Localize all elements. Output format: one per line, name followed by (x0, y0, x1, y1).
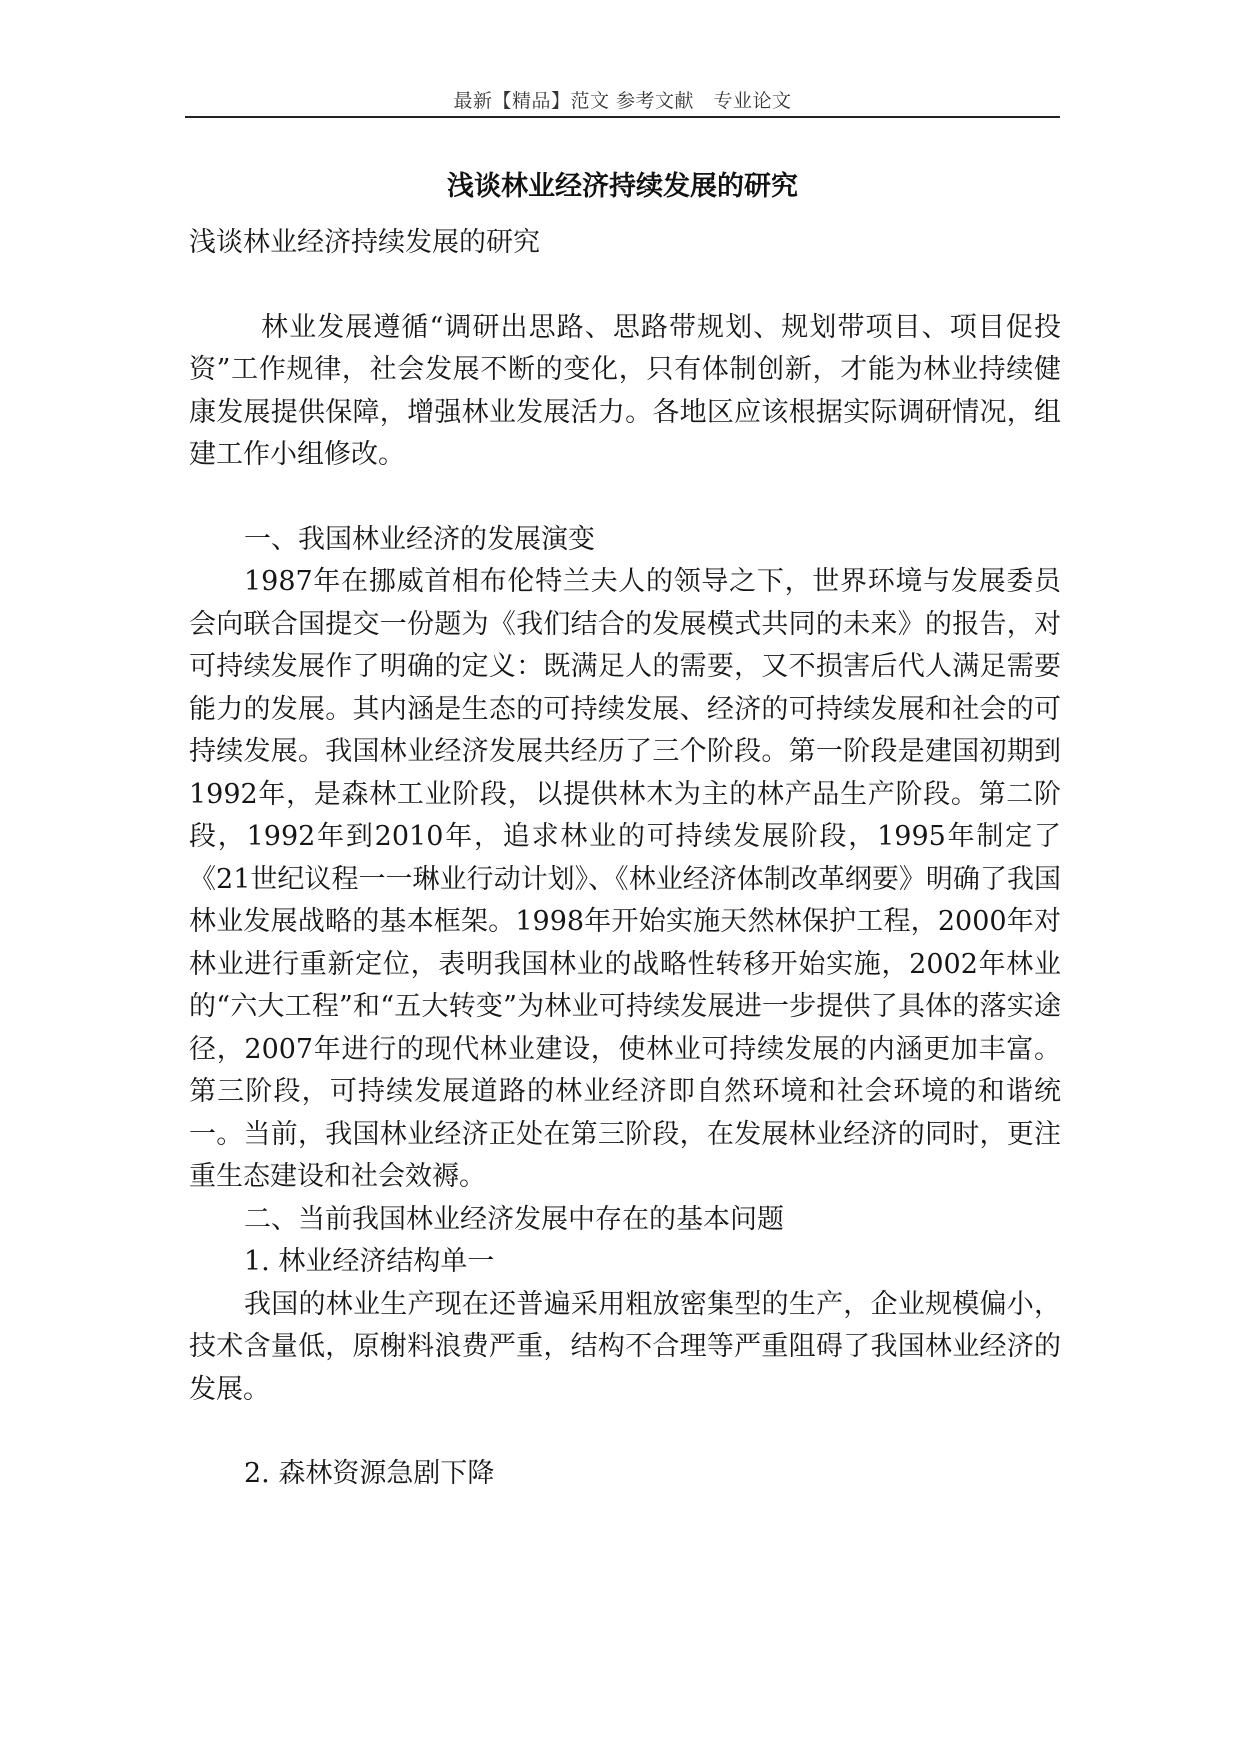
body-paragraph-development: 1987年在挪威首相布伦特兰夫人的领导之下，世界环境与发展委员会向联合国提交一份题为《我们结合的发展模式共同的未来》的报告，对可持续发展作了明确的定义：既满足人的需要，又不损害后代人满足需要能力的发展。其内涵是生态的可持续发展、经济的可持续发展和社会的可持续发展。我国林业经济发展共经历了三个阶段。第一阶段是建国初期到1992年，是森林工业阶段，以提供林木为主的林产品生产阶段。第二阶段，1992年到2010年，追求林业的可持续发展阶段，1995年制定了《21世纪议程一一琳业行动计划》、《林业经济体制改革纲要》明确了我国林业发展战略的基本框架。1998年开始实施天然林保护工程，2000年对林业进行重新定位，表明我国林业的战略性转移开始实施，2002年林业的“六大工程”和“五大转变”为林业可持续发展进一步提供了具体的落实途径，2007年进行的现代林业建设，使林业可持续发展的内涵更加丰富。第三阶段，可持续发展道路的林业经济即自然环境和社会环境的和谐统一。当前，我国林业经济正处在第三阶段，在发展林业经济的同时，更注重生态建设和社会效褥。 (189, 566, 1061, 1192)
section-heading-2: 二、当前我国林业经济发展中存在的基本问题 (244, 1203, 784, 1235)
document-title: 浅谈林业经济持续发展的研究 (447, 171, 798, 202)
subsection-heading-1: 1. 林业经济结构单一 (244, 1246, 495, 1277)
section-heading-1: 一、我国林业经济的发展演变 (244, 523, 595, 555)
header-divider (185, 116, 1060, 118)
subsection-heading-2: 2. 森林资源急剧下降 (244, 1458, 495, 1489)
document-subtitle: 浅谈林业经济持续发展的研究 (189, 227, 540, 258)
body-paragraph-structure: 我国的林业生产现在还普遍采用粗放密集型的生产，企业规模偏小，技术含量低，原榭料浪费严重，结构不合理等严重阻碍了我国林业经济的发展。 (189, 1288, 1061, 1405)
page-header: 最新【精品】范文 参考文献 专业论文 (453, 90, 792, 112)
document-body (189, 222, 1061, 1496)
intro-paragraph: 林业发展遵循“调研出思路、思路带规划、规划带项目、项目促投资”工作规律，社会发展不断的变化，只有体制创新，才能为林业持续健康发展提供保障，增强林业发展活力。各地区应该根据实际调研情况，组建工作小组修改。 (189, 311, 1061, 470)
